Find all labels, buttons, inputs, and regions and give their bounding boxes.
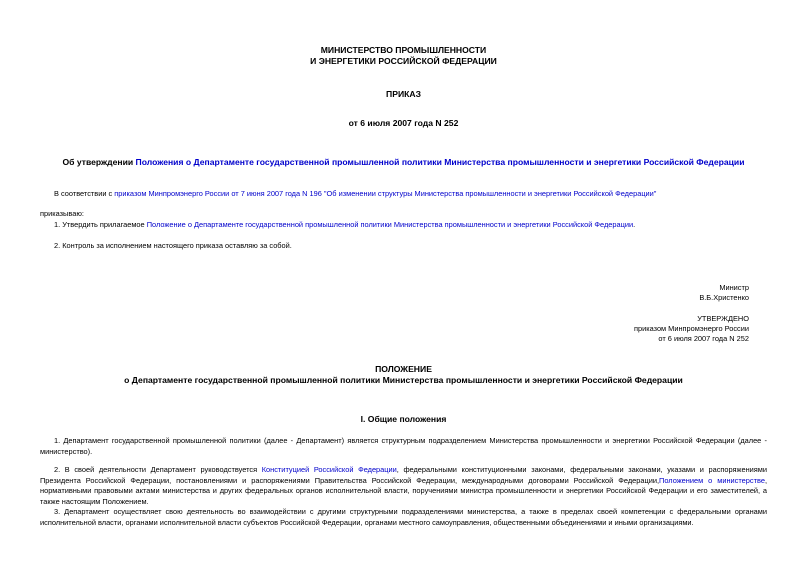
- order-word: приказываю:: [40, 209, 84, 218]
- ministry-regulation-link[interactable]: Положением о министерстве: [659, 475, 765, 485]
- signature-name: В.Б.Христенко: [699, 293, 749, 302]
- preamble: [54, 189, 774, 199]
- title-prefix: Об утверждении: [62, 157, 136, 167]
- ministry-line1: МИНИСТЕРСТВО ПРОМЫШЛЕННОСТИ: [320, 45, 487, 55]
- paragraph-2: [40, 465, 767, 507]
- title-regulation-link[interactable]: Положения о Департаменте государственной промышленной политики Министерства промышленности и энергетики Российской Федерации: [135, 157, 745, 167]
- preamble-order-link[interactable]: приказом Минпромэнерго России от 7 июня 2007 года N 196 "Об изменении структуры Министерства промышленности и энергетики Российской Федерации": [114, 189, 657, 198]
- ministry-line2: И ЭНЕРГЕТИКИ РОССИЙСКОЙ ФЕДЕРАЦИИ: [310, 56, 497, 66]
- doc-date: от 6 июля 2007 года N 252: [348, 118, 459, 128]
- paragraph-3: 3. Департамент осуществляет свою деятельность во взаимодействии с другими структурными подразделениями министерства, а также в пределах своей компетенции с федеральными органами исполнительной власти, органами исполнительной власти субъектов Российской Федерации, органами местного самоуправления, общественными объединениями и иными организациями.: [40, 507, 767, 527]
- paragraph-2-part3: , нормативными правовыми актами министерства и других федеральных органов исполнительной власти, поручениями министра промышленности и энергетики Российской Федерации и его заместителей, а также настоящим Положением.: [40, 475, 768, 506]
- approved-line2: приказом Минпромэнерго России: [633, 324, 749, 333]
- document-title: [0, 157, 807, 168]
- paragraph-1: 1. Департамент государственной промышленной политики (далее - Департамент) является структурным подразделением Министерства промышленности и энергетики Российской Федерации (далее - министерство).: [40, 436, 767, 456]
- item-2: 2. Контроль за исполнением настоящего приказа оставляю за собой.: [54, 241, 292, 250]
- preamble-prefix: В соответствии с: [54, 189, 115, 198]
- approved-line1: УТВЕРЖДЕНО: [697, 314, 749, 323]
- constitution-link[interactable]: Конституцией Российской Федерации: [261, 465, 397, 474]
- paragraph-2-part1: 2. В своей деятельности Департамент руководствуется: [54, 465, 262, 474]
- paragraph-2-part2: , федеральными конституционными законами, федеральными законами, указами и распоряжениями Президента Российской Федерации, постановлениями и распоряжениями Правительства Российской Федерации, международными договорами Российской Федерации,: [40, 465, 768, 485]
- regulation-title: ПОЛОЖЕНИЕ: [375, 364, 432, 374]
- item-1-prefix: 1. Утвердить прилагаемое: [54, 220, 147, 229]
- item-1: [54, 220, 774, 230]
- section-1-title: I. Общие положения: [360, 414, 447, 424]
- approved-line3: от 6 июля 2007 года N 252: [658, 334, 749, 343]
- regulation-subtitle: о Департаменте государственной промышленной политики Министерства промышленности и энергетики Российской Федерации: [124, 375, 683, 385]
- doc-type: ПРИКАЗ: [386, 89, 421, 99]
- signature-position: Министр: [719, 283, 749, 292]
- item-1-regulation-link[interactable]: Положение о Департаменте государственной промышленной политики Министерства промышленности и энергетики Российской Федерации: [146, 220, 634, 229]
- item-1-suffix: .: [633, 220, 636, 229]
